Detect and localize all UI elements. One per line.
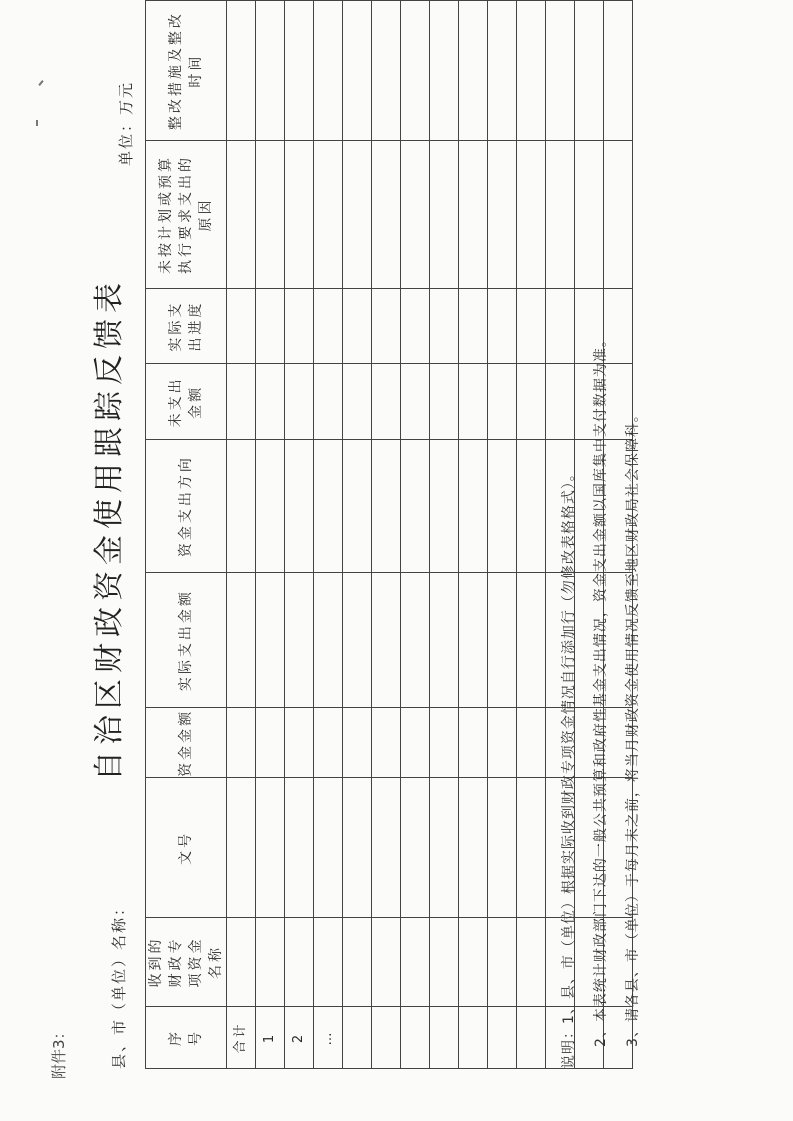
- table-cell: [430, 440, 459, 573]
- table-cell: [343, 1, 372, 141]
- annex-label: 附件3：: [50, 1024, 68, 1079]
- header-cell-progress: 实际支出进度: [146, 288, 227, 364]
- table-cell: [488, 141, 517, 289]
- table-cell: [517, 364, 546, 440]
- table-cell: [314, 572, 343, 707]
- table-cell: [256, 1, 285, 141]
- table-cell: [343, 141, 372, 289]
- table-cell: [314, 440, 343, 573]
- header-cell-fund-name: 收到的财政专项资金名称: [146, 918, 227, 1007]
- table-cell: [459, 288, 488, 364]
- table-row: [401, 1, 430, 1069]
- table-row: [517, 1, 546, 1069]
- table-cell: [430, 778, 459, 918]
- header-cell-seq: 序号: [146, 1006, 227, 1068]
- table-cell: [285, 708, 314, 778]
- table-cell: [227, 440, 256, 573]
- table-cell: [285, 440, 314, 573]
- scan-speck: [36, 120, 38, 126]
- table-cell: [343, 778, 372, 918]
- table-cell: [256, 572, 285, 707]
- table-cell: [430, 918, 459, 1007]
- table-cell: [372, 778, 401, 918]
- table-cell: [372, 572, 401, 707]
- table-cell: [401, 778, 430, 918]
- table-cell: [517, 141, 546, 289]
- table-cell: [401, 288, 430, 364]
- table-cell: [256, 778, 285, 918]
- table-cell: [227, 288, 256, 364]
- table-cell: [604, 141, 633, 289]
- table-cell: [517, 918, 546, 1007]
- table-cell: [488, 708, 517, 778]
- header-cell-reason: 未按计划或预算执行要求支出的原因: [146, 141, 227, 289]
- table-cell: [459, 572, 488, 707]
- table-cell: [285, 364, 314, 440]
- row-number-cell: [401, 1006, 430, 1068]
- table-cell: [401, 572, 430, 707]
- table-cell: [517, 708, 546, 778]
- table-cell: [488, 778, 517, 918]
- row-number-cell: [517, 1006, 546, 1068]
- note-line: 说明：1、县、市（单位）根据实际收到财政专项资金情况自行添加行（勿修改表格格式）。: [561, 466, 577, 1069]
- table-cell: [314, 288, 343, 364]
- table-cell: [227, 141, 256, 289]
- table-cell: [401, 141, 430, 289]
- table-cell: [546, 288, 575, 364]
- table-cell: [285, 778, 314, 918]
- row-number-cell: [372, 1006, 401, 1068]
- table-cell: [285, 918, 314, 1007]
- row-number-cell: [488, 1006, 517, 1068]
- table-row: [285, 1, 314, 1069]
- row-number-cell: 合计: [227, 1006, 256, 1068]
- table-row: [459, 1, 488, 1069]
- table-cell: [604, 1, 633, 141]
- table-cell: [546, 1, 575, 141]
- table-cell: [372, 1, 401, 141]
- table-cell: [459, 1, 488, 141]
- table-cell: [343, 918, 372, 1007]
- table-cell: [488, 364, 517, 440]
- table-cell: [256, 708, 285, 778]
- table-cell: [285, 1, 314, 141]
- table-cell: [343, 364, 372, 440]
- table-cell: [488, 288, 517, 364]
- county-name-label: 县、市（单位）名称：: [110, 898, 128, 1069]
- row-number-cell: 1: [256, 1006, 285, 1068]
- table-row: [256, 1, 285, 1069]
- table-cell: [430, 1, 459, 141]
- table-row: [314, 1, 343, 1069]
- table-cell: [430, 141, 459, 289]
- table-row: [430, 1, 459, 1069]
- table-cell: [256, 288, 285, 364]
- row-number-cell: [459, 1006, 488, 1068]
- table-cell: [488, 440, 517, 573]
- table-cell: [517, 1, 546, 141]
- table-row: [372, 1, 401, 1069]
- table-cell: [372, 708, 401, 778]
- header-cell-spend-direction: 资金支出方向: [146, 440, 227, 573]
- table-cell: [517, 778, 546, 918]
- table-cell: [314, 778, 343, 918]
- table-cell: [459, 708, 488, 778]
- table-row: [488, 1, 517, 1069]
- table-cell: [401, 918, 430, 1007]
- row-number-cell: [343, 1006, 372, 1068]
- table-cell: [343, 708, 372, 778]
- table-cell: [546, 141, 575, 289]
- table-cell: [430, 364, 459, 440]
- table-cell: [517, 288, 546, 364]
- table-cell: [227, 364, 256, 440]
- row-number-cell: …: [314, 1006, 343, 1068]
- header-cell-actual-spend: 实际支出金额: [146, 572, 227, 707]
- table-cell: [256, 364, 285, 440]
- header-cell-fund-amount: 资金金额: [146, 708, 227, 778]
- header-cell-unspent: 未支出金额: [146, 364, 227, 440]
- table-cell: [488, 572, 517, 707]
- table-cell: [314, 364, 343, 440]
- table-cell: [459, 918, 488, 1007]
- table-cell: [401, 364, 430, 440]
- table-cell: [488, 1, 517, 141]
- table-cell: [372, 918, 401, 1007]
- table-cell: [227, 918, 256, 1007]
- unit-label: 单位：万元: [117, 80, 135, 166]
- header-row: [146, 1, 227, 1069]
- table-cell: [256, 918, 285, 1007]
- table-cell: [546, 364, 575, 440]
- table-cell: [459, 778, 488, 918]
- page-title: 自治区财政资金使用跟踪反馈表: [92, 277, 127, 781]
- table-cell: [517, 572, 546, 707]
- header-cell-rectify: 整改措施及整改时间: [146, 1, 227, 141]
- table-cell: [459, 364, 488, 440]
- table-cell: [430, 572, 459, 707]
- table-cell: [227, 1, 256, 141]
- table-cell: [314, 141, 343, 289]
- table-cell: [372, 440, 401, 573]
- table-cell: [401, 1, 430, 141]
- table-cell: [430, 288, 459, 364]
- table-cell: [256, 440, 285, 573]
- table-cell: [401, 440, 430, 573]
- table-cell: [517, 440, 546, 573]
- table-cell: [285, 572, 314, 707]
- table-cell: [227, 778, 256, 918]
- table-cell: [575, 1, 604, 141]
- table-cell: [459, 440, 488, 573]
- table-cell: [372, 141, 401, 289]
- table-cell: [488, 918, 517, 1007]
- row-number-cell: [430, 1006, 459, 1068]
- table-cell: [314, 918, 343, 1007]
- row-number-cell: 2: [285, 1006, 314, 1068]
- table-cell: [314, 1, 343, 141]
- table-cell: [430, 708, 459, 778]
- table-cell: [285, 141, 314, 289]
- table-cell: [314, 708, 343, 778]
- table-cell: [372, 364, 401, 440]
- table-cell: [459, 141, 488, 289]
- table-row: [343, 1, 372, 1069]
- table-cell: [343, 572, 372, 707]
- header-cell-doc-no: 文号: [146, 778, 227, 918]
- note-line: 3、请各县、市（单位）于每月末之前，将当月财政资金使用情况反馈至地区财政局社会保障科。: [625, 407, 641, 1047]
- table-cell: [227, 572, 256, 707]
- table-cell: [227, 708, 256, 778]
- table-cell: [343, 288, 372, 364]
- table-cell: [575, 141, 604, 289]
- table-cell: [285, 288, 314, 364]
- note-line: 2、本表统计财政部门下达的一般公共预算和政府性基金支出情况，资金支出金额以国库集中支付数据为准。: [593, 332, 609, 1047]
- table-cell: [372, 288, 401, 364]
- table-cell: [343, 440, 372, 573]
- table-cell: [256, 141, 285, 289]
- table-cell: [401, 708, 430, 778]
- table-row: [227, 1, 256, 1069]
